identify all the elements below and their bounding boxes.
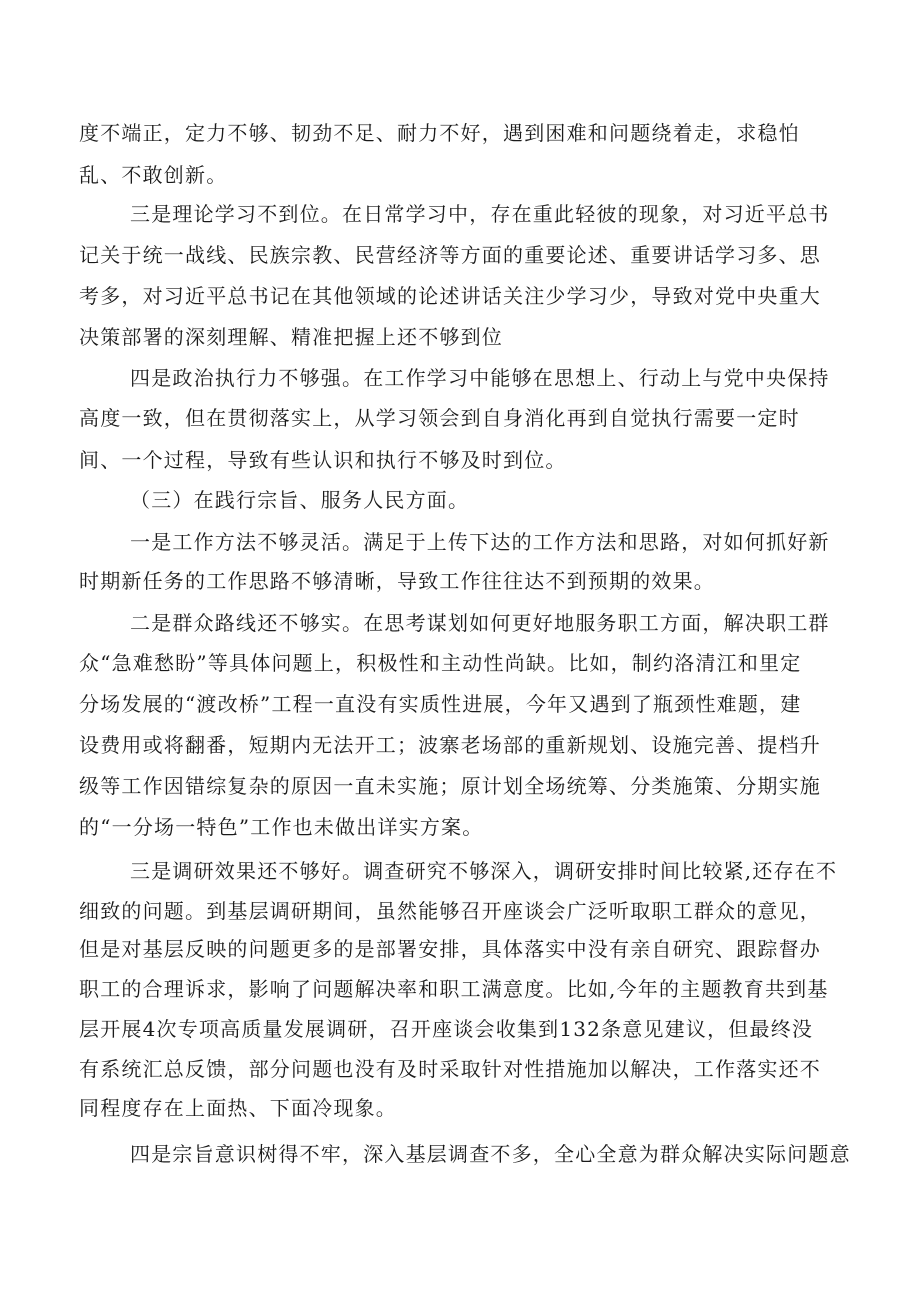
text-line: 分场发展的“渡改桥”工程一直没有实质性进展，今年又遇到了瓶颈性难题，建 [79, 692, 802, 716]
text-line: 三是理论学习不到位。在日常学习中，存在重此轻彼的现象，对习近平总书 [130, 202, 830, 226]
text-line: 一是工作方法不够灵活。满足于上传下达的工作方法和思路，对如何抓好新 [130, 530, 830, 554]
text-line: 设费用或将翻番，短期内无法开工；波寨老场部的重新规划、设施完善、提档升 [79, 733, 821, 757]
text-line: 职工的合理诉求，影响了问题解决率和职工满意度。比如,今年的主题教育共到基 [79, 977, 829, 1001]
text-line: 时期新任务的工作思路不够清晰，导致工作往往达不到预期的效果。 [79, 569, 715, 593]
text-line: 有系统汇总反馈，部分问题也没有及时采取针对性措施加以解决，工作落实还不 [79, 1057, 821, 1081]
text-line: 细致的问题。到基层调研期间，虽然能够召开座谈会广泛听取职工群众的意见， [79, 899, 821, 923]
text-line: 乱、不敢创新。 [79, 163, 228, 187]
text-line: 高度一致，但在贯彻落实上，从学习领会到自身消化再到自觉执行需要一定时 [79, 406, 800, 430]
text-line: 四是宗旨意识树得不牢，深入基层调查不多，全心全意为群众解决实际问题意 [130, 1142, 851, 1166]
text-line: 层开展4次专项高质量发展调研，召开座谈会收集到132条意见建议，但最终没 [79, 1017, 814, 1041]
text-line: 但是对基层反映的问题更多的是部署安排，具体落实中没有亲自研究、跟踪督办 [79, 937, 821, 961]
text-line: 四是政治执行力不够强。在工作学习中能够在思想上、行动上与党中央保持 [130, 366, 830, 390]
text-line: 众“急难愁盼”等具体问题上，积极性和主动性尚缺。比如，制约洛清江和里定 [79, 651, 802, 675]
text-line: 度不端正，定力不够、韧劲不足、耐力不好，遇到困难和问题绕着走，求稳怕 [79, 121, 800, 145]
text-line: 记关于统一战线、民族宗教、民营经济等方面的重要论述、重要讲话学习多、思 [79, 243, 821, 267]
text-line: 的“一分场一特色”工作也未做出详实方案。 [79, 815, 484, 839]
text-line: 同程度存在上面热、下面冷现象。 [79, 1096, 397, 1120]
text-line: 三是调研效果还不够好。调查研究不够深入，调研安排时间比较紧,还存在不 [130, 859, 838, 883]
text-line: 间、一个过程，导致有些认识和执行不够及时到位。 [79, 448, 567, 472]
text-line: 考多，对习近平总书记在其他领域的论述讲话关注少学习少，导致对党中央重大 [79, 284, 821, 308]
text-line: 决策部署的深刻理解、精准把握上还不够到位 [79, 325, 503, 349]
text-line: 二是群众路线还不够实。在思考谋划如何更好地服务职工方面，解决职工群 [130, 611, 830, 635]
text-line: 级等工作因错综复杂的原因一直未实施；原计划全场统筹、分类施策、分期实施 [79, 774, 821, 798]
section-heading: （三）在践行宗旨、服务人民方面。 [130, 488, 470, 512]
